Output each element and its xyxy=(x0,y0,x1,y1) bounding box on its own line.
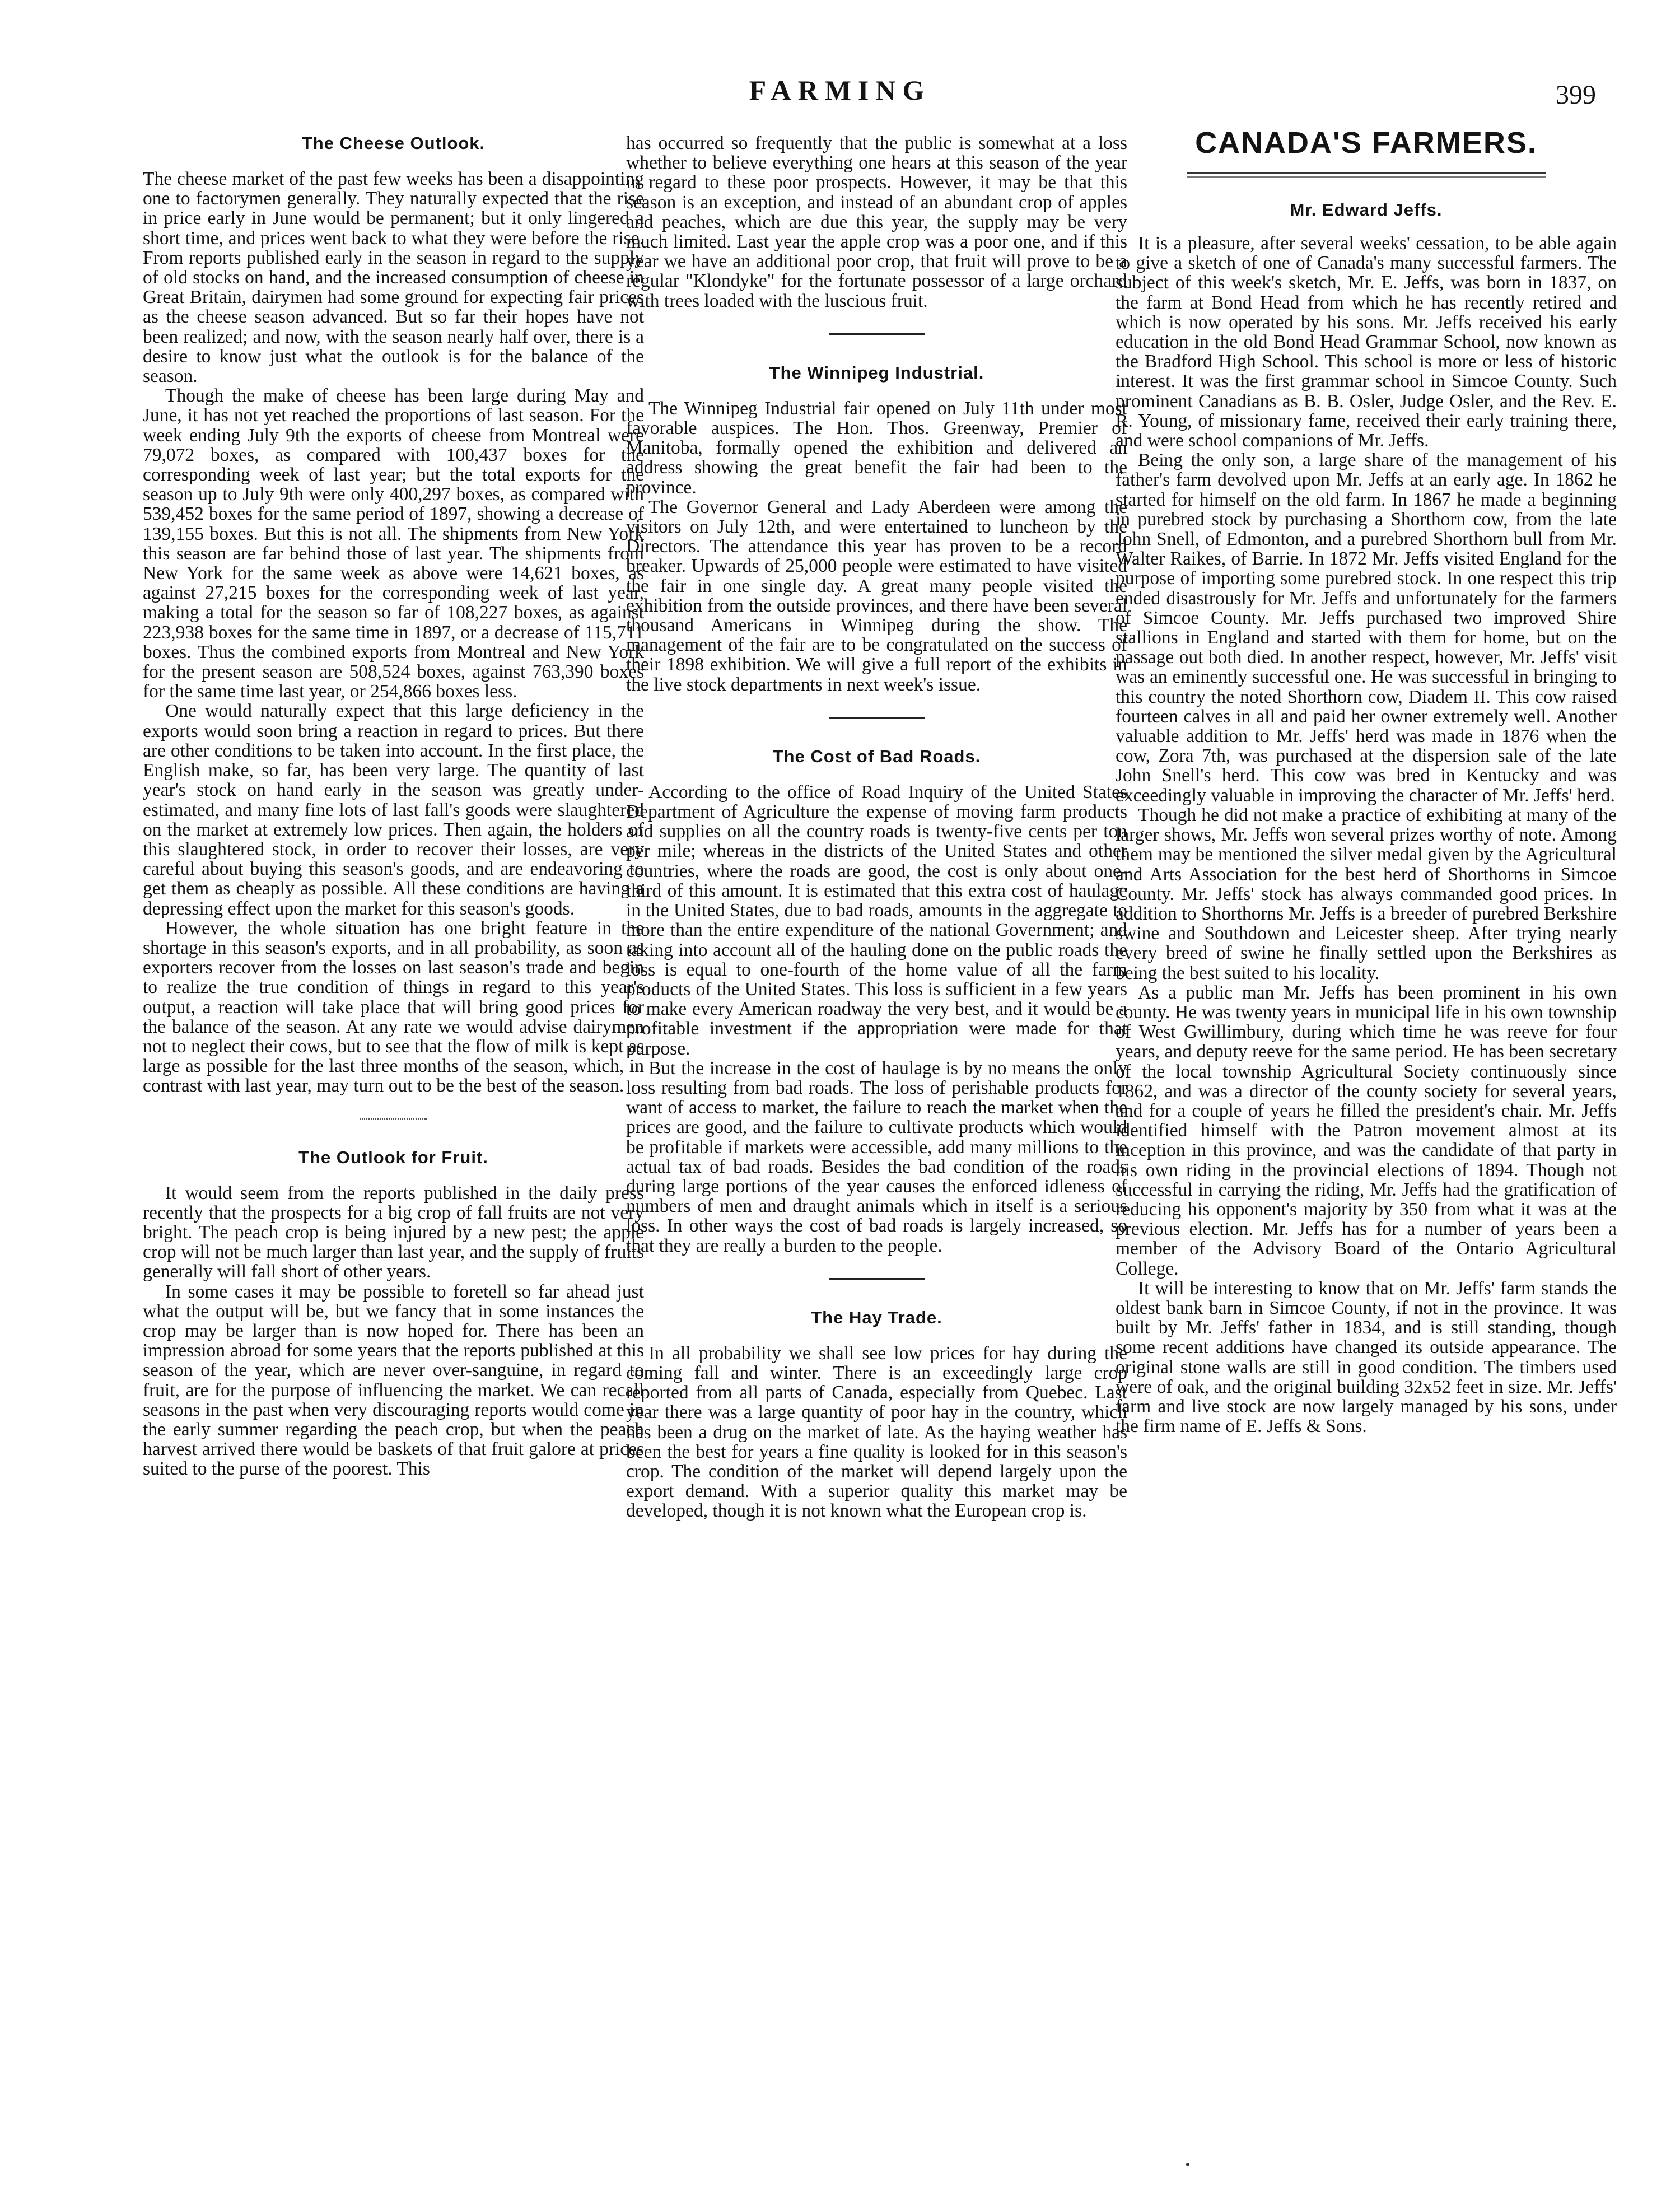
article-paragraph: As a public man Mr. Jeffs has been prominent in his own county. He was twenty years in municipal life in his own township of West Gwillimbury, during which time he was reeve for four years, and deputy reeve for the same period. He has been secretary of the local township Agricultural Society continuously since 1862, and was a director of the county society for several years, and for a couple of years he filled the president's chair. Mr. Jeffs identified himself with the Patron movement almost at its inception in this province, and was the candidate of that party in his own riding in the provincial elections of 1894. Though not successful in carrying the riding, Mr. Jeffs had the gratification of reducing his opponent's majority by 350 from what it was at the previous election. Mr. Jeffs has for a number of years been a member of the Advisory Board of the Ontario Agricultural College. xyxy=(1116,982,1617,1279)
article-title-cheese: The Cheese Outlook. xyxy=(301,133,486,153)
article-title-roads: The Cost of Bad Roads. xyxy=(772,746,981,766)
column-1 xyxy=(143,133,644,1479)
article-paragraph: It will be interesting to know that on Mr. Jeffs' farm stands the oldest bank barn in Simcoe County, if not in the province. It was built by Mr. Jeffs' father in 1834, and is still standing, though some recent additions have changed its outside appearance. The original stone walls are still in good condition. The timbers used were of oak, and the original building 32x52 feet in size. Mr. Jeffs' farm and live stock are now largely managed by his sons, under the firm name of E. Jeffs & Sons. xyxy=(1116,1277,1617,1437)
section-divider xyxy=(360,1118,427,1120)
feature-rule xyxy=(1187,172,1546,178)
feature-subject: Mr. Edward Jeffs. xyxy=(1290,200,1443,220)
article-paragraph: The Winnipeg Industrial fair opened on July 11th under most favorable auspices. The Hon. Thos. Greenway, Premier of Manitoba, formally opened the exhibition and delivered an address showing the great benefit the fair had been to the province. xyxy=(626,398,1127,498)
article-paragraph-continued: has occurred so frequently that the public is somewhat at a loss whether to believe everything one hears at this season of the year in regard to these poor prospects. However, it may be that this season is an exception, and instead of an abundant crop of apples and peaches, which are due this year, the supply may be very much limited. Last year the apple crop was a poor one, and if this year we have an additional poor crop, that fruit will prove to be a regular "Klondyke" for the fortunate possessor of a large orchard with trees loaded with the luscious fruit. xyxy=(626,133,1127,311)
column-3 xyxy=(1116,126,1617,1437)
article-paragraph: Though he did not make a practice of exhibiting at many of the larger shows, Mr. Jeffs won several prizes worthy of note. Among them may be mentioned the silver medal given by the Agricultural and Arts Association for the best herd of Shorthorns in Simcoe County. Mr. Jeffs' stock has always commanded good prices. In addition to Shorthorns Mr. Jeffs is a breeder of purebred Berkshire swine and Southdown and Leicester sheep. After trying nearly every breed of swine he finally settled upon the Berkshires as being the best suited to his locality. xyxy=(1116,804,1617,983)
article-paragraph: Being the only son, a large share of the management of his father's farm devolved upon Mr. Jeffs at an early age. In 1862 he started for himself on the old farm. In 1867 he made a beginning in purebred stock by purchasing a Shorthorn cow, from the late John Snell, of Edmonton, and a purebred Shorthorn bull from Mr. Walter Raikes, of Barrie. In 1872 Mr. Jeffs visited England for the purpose of importing some purebred stock. In one respect this trip ended disastrously for Mr. Jeffs and unfortunately for the farmers of Simcoe County. Mr. Jeffs purchased two improved Shire stallions in England and started with them for home, but on the passage out both died. In another respect, however, Mr. Jeffs' visit was an eminently successful one. He was successful in bringing to this country the noted Shorthorn cow, Diadem II. This cow raised fourteen calves in all and paid her owner extremely well. Another valuable addition to Mr. Jeffs' herd was made in 1876 when the cow, Zora 7th, was purchased at the dispersion sale of the late John Snell's herd. This cow was bred in Kentucky and was exceedingly valuable in improving the character of Mr. Jeffs' herd. xyxy=(1116,450,1617,806)
article-paragraph: According to the office of Road Inquiry of the United States Department of Agriculture the expense of moving farm products and supplies on all the country roads is twenty-five cents per ton per mile; whereas in the districts of the United States and other countries, where the roads are good, the cost is only about one-third of this amount. It is estimated that this extra cost of haulage in the United States, due to bad roads, amounts in the aggregate to more than the entire expenditure of the national Government; and taking into account all of the hauling done on the public roads the loss is equal to one-fourth of the home value of all the farm products of the United States. This loss is sufficient in a few years to make every American roadway the very best, and it would be a profitable investment if the appropriation were made for that purpose. xyxy=(626,781,1127,1059)
article-paragraph: But the increase in the cost of haulage is by no means the only loss resulting from bad roads. The loss of perishable products for want of access to market, the failure to reach the market when the prices are good, and the failure to cultivate products which would be profitable if markets were accessible, add many millions to the actual tax of bad roads. Besides the bad condition of the roads during large portions of the year causes the enforced idleness of numbers of men and draught animals which in itself is a serious loss. In other ways the cost of bad roads is largely increased, so that they are really a burden to the people. xyxy=(626,1057,1127,1256)
article-title-winnipeg: The Winnipeg Industrial. xyxy=(769,362,984,383)
article-title-fruit: The Outlook for Fruit. xyxy=(298,1147,488,1167)
print-speck xyxy=(1186,2163,1189,2166)
article-title-hay: The Hay Trade. xyxy=(811,1307,942,1327)
article-paragraph: Though the make of cheese has been large during May and June, it has not yet reached the proportions of last season. For the week ending July 9th the exports of cheese from Montreal were 79,072 boxes, as compared with 100,437 boxes for the corresponding week of last year; but the total exports for the season up to July 9th were only 400,297 boxes, as compared with 539,452 boxes for the same period of 1897, showing a decrease of 139,155 boxes. But this is not all. The shipments from New York this season are far behind those of last year. The shipments from New York for the same week as above were 14,621 boxes, as against 27,215 boxes for the corresponding week of last year, making a total for the season so far of 108,227 boxes, as against 223,938 boxes for the same time in 1897, or a decrease of 115,711 boxes. Thus the combined exports from Montreal and New York for the present season are 508,524 boxes, against 763,390 boxes for the same time last year, or 254,866 boxes less. xyxy=(143,385,644,702)
article-paragraph: It would seem from the reports published in the daily press recently that the prospects for a big crop of fall fruits are not very bright. The peach crop is being injured by a new pest; the apple crop will not be much larger than last year, and the supply of fruits generally will fall short of other years. xyxy=(143,1182,644,1282)
article-paragraph: In some cases it may be possible to foretell so far ahead just what the output will be, but we fancy that in some instances the crop may be larger than is now hoped for. There has been an impression abroad for some years that the reports published at this season of the year, which are never over-sanguine, in regard to fruit, are for the purpose of influencing the market. We can recall seasons in the past when very discouraging reports would come in the early summer regarding the peach crop, but when the peach harvest arrived there would be baskets of that fruit galore at prices suited to the purse of the poorest. This xyxy=(143,1281,644,1480)
article-paragraph: The cheese market of the past few weeks has been a disappointing one to factorymen generally. They naturally expected that the rise in price early in June would be permanent; but it only lingered a short time, and prices went back to what they were before the rise. From reports published early in the season in regard to the supply of old stocks on hand, and the increased consumption of cheese in Great Britain, dairymen had some ground for expecting fair prices as the cheese season advanced. But so far their hopes have not been realized; and now, with the season nearly half over, there is a desire to know just what the outlook is for the balance of the season. xyxy=(143,169,644,387)
section-divider xyxy=(829,1278,925,1280)
article-paragraph: One would naturally expect that this large deficiency in the exports would soon bring a reaction in regard to prices. But there are other conditions to be taken into account. In the first place, the English make, so far, has been very large. The quantity of last year's stock on hand early in the season was greatly under-estimated, and many fine lots of last fall's goods were slaughtered on the market at extremely low prices. Then again, the holders of this slaughtered stock, in order to recover their losses, are very careful about buying this season's goods, and are endeavoring to get them as cheaply as possible. All these conditions are having a depressing effect upon the market for this season's goods. xyxy=(143,701,644,919)
article-paragraph: It is a pleasure, after several weeks' cessation, to be able again to give a sketch of one of Canada's many successful farmers. The subject of this week's sketch, Mr. E. Jeffs, was born in 1837, on the farm at Bond Head from which he has recently retired and which is now operated by his sons. Mr. Jeffs received his early education in the old Bond Head Grammar School, now known as the Bradford High School. This school is more or less of historic interest. It was the first grammar school in Simcoe County. Such prominent Canadians as B. B. Osler, Judge Osler, and the Rev. E. R. Young, of missionary fame, received their early training there, and were school companions of Mr. Jeffs. xyxy=(1116,233,1617,451)
feature-heading: CANADA'S FARMERS. xyxy=(1195,126,1537,160)
article-paragraph: In all probability we shall see low prices for hay during the coming fall and winter. There is an exceedingly large crop reported from all parts of Canada, especially from Quebec. Last year there was a large quantity of poor hay in the country, which has been a drug on the market of late. As the haying weather has been the best for years a fine quality is looked for in this season's crop. The condition of the market will depend largely upon the export demand. With a superior quality this market may be developed, though it is not known what the European crop is. xyxy=(626,1342,1127,1522)
section-divider xyxy=(829,717,925,719)
page-number: 399 xyxy=(1556,80,1596,110)
article-paragraph: The Governor General and Lady Aberdeen were among the visitors on July 12th, and were entertained to luncheon by the Directors. The attendance this year has proven to be a record breaker. Upwards of 25,000 people were estimated to have visited the fair in one single day. A great many people visited the exhibition from the outside provinces, and there have been several thousand Americans in Winnipeg during the show. The management of the fair are to be congratulated on the success of their 1898 exhibition. We will give a full report of the exhibits in the live stock departments in next week's issue. xyxy=(626,496,1127,695)
section-divider xyxy=(829,333,925,335)
article-paragraph: However, the whole situation has one bright feature in the shortage in this season's exports, and in all probability, as soon as exporters recover from the losses on last season's trade and begin to realize the true condition of things in regard to this year's output, a reaction will take place that will bring good prices for the balance of the season. At any rate we would advise dairymen not to neglect their cows, but to see that the flow of milk is kept as large as possible for the last three months of the season, which, in contrast with last year, may turn out to be the best of the season. xyxy=(143,917,644,1097)
column-2 xyxy=(626,133,1127,1521)
running-head: FARMING xyxy=(749,74,931,106)
